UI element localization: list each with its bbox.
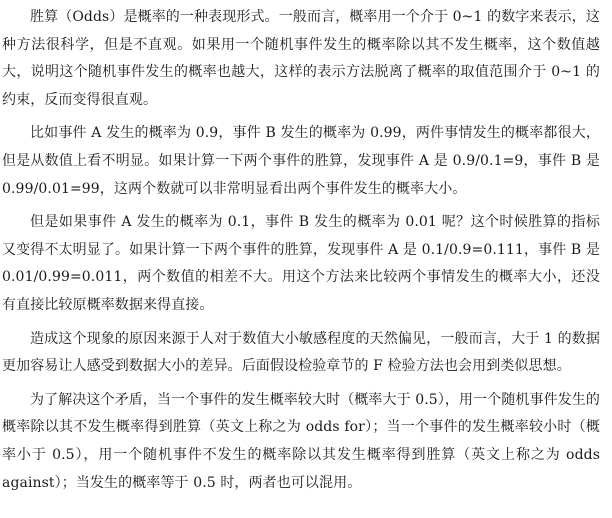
paragraph-high-probability-example: 比如事件 A 发生的概率为 0.9，事件 B 发生的概率为 0.99，两件事情发生的概率都很大，但是从数值上看不明显。如果计算一下两个事件的胜算，发现事件 A 是 0.9/0.1=9，事件 B 是 0.99/0.01=99，这两个数就可以非常明显看出两个事件发生的概率大小。 xyxy=(2,125,600,197)
paragraph-cause-explanation: 造成这个现象的原因来源于人对于数值大小敏感程度的天然偏见，一般而言，大于 1 的数据更加容易让人感受到数据大小的差异。后面假设检验章节的 F 检验方法也会用到类似思想。 xyxy=(2,330,600,375)
paragraph-odds-for-against: 为了解决这个矛盾，当一个事件的发生概率较大时（概率大于 0.5），用一个随机事件发生的概率除以其不发生概率得到胜算（英文上称之为 odds for）；当一个事件的发生概率较小时（概率小于 0.5），用一个随机事件不发生的概率除以其发生概率得到胜算（英文上称之为 odds against）；当发生的概率等于 0.5 时，两者也可以混用。 xyxy=(2,391,601,491)
paragraph-odds-definition: 胜算（Odds）是概率的一种表现形式。一般而言，概率用一个介于 0~1 的数字来表示，这种方法很科学，但是不直观。如果用一个随机事件发生的概率除以其不发生概率，这个数值越大，说明这个随机事件发生的概率也越大，这样的表示方法脱离了概率的取值范围介于 0~1 的约束，反而变得很直观。 xyxy=(2,9,600,108)
paragraph-low-probability-example: 但是如果事件 A 发生的概率为 0.1，事件 B 发生的概率为 0.01 呢？这个时候胜算的指标又变得不太明显了。如果计算一下两个事件的胜算，发现事件 A 是 0.1/0.9=0.111，事件 B 是 0.01/0.99=0.011，两个数值的相差不大。用这个方法来比较两个事情发生的概率大小，还没有直接比较原概率数据来得直接。 xyxy=(2,214,600,313)
